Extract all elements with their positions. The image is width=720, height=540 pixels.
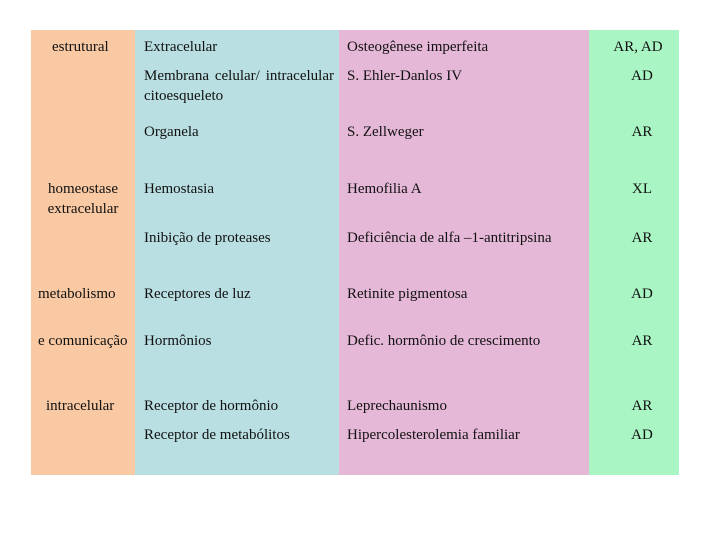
category-cell: intracelular [46, 398, 115, 414]
mechanism-cell: Receptor de hormônio [144, 398, 279, 414]
category-cell: metabolismo [38, 286, 116, 302]
inheritance-cell: AR [631, 333, 653, 349]
mechanism-cell: Receptores de luz [144, 286, 251, 302]
disease-cell: Osteogênese imperfeita [347, 39, 489, 55]
disease-cell: S. Ehler-Danlos IV [347, 68, 463, 84]
inheritance-cell: AD [631, 286, 653, 302]
inheritance-cell: AR [631, 230, 653, 246]
mechanism-cell: Extracelular [144, 39, 218, 55]
inheritance-cell: AD [631, 427, 653, 443]
disease-cell: Retinite pigmentosa [347, 286, 468, 302]
mechanism-cell: Receptor de metabólitos [144, 427, 290, 443]
inheritance-cell: AD [631, 68, 653, 84]
mechanism-cell: Inibição de proteases [144, 230, 271, 246]
mechanism-cell: Organela [144, 124, 199, 140]
inheritance-cell: XL [632, 181, 652, 197]
inheritance-cell: AR [631, 124, 653, 140]
mechanism-cell: Hormônios [144, 333, 212, 349]
category-cell: e comunicação [38, 333, 128, 349]
category-cell: estrutural [52, 39, 109, 55]
inheritance-cell: AR, AD [613, 39, 663, 55]
disease-cell: Hipercolesterolemia familiar [347, 427, 520, 443]
inheritance-cell: AR [631, 398, 653, 414]
disease-cell: S. Zellweger [347, 124, 424, 140]
mechanism-cell: Hemostasia [144, 181, 214, 197]
mechanism-cell: Membrana celular/ intracelular citoesqueleto [144, 68, 334, 104]
disease-cell: Defic. hormônio de crescimento [347, 333, 541, 349]
disease-cell: Leprechaunismo [347, 398, 447, 414]
category-cell: homeostase extracelular [47, 181, 119, 217]
disease-cell: Deficiência de alfa –1-antitripsina [347, 230, 552, 246]
disease-cell: Hemofilia A [347, 181, 422, 197]
